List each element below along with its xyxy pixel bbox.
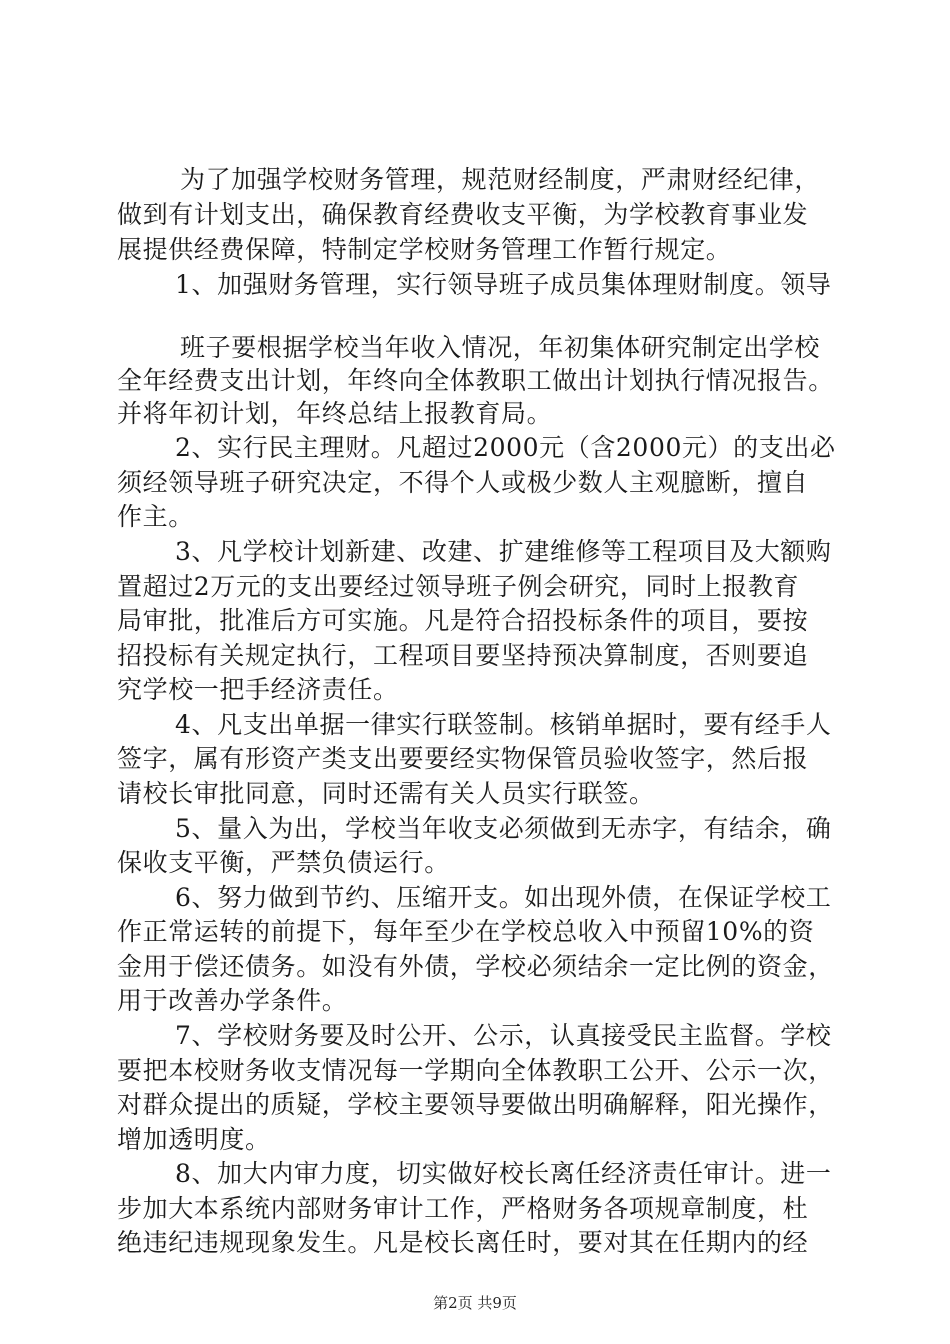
text-line-10: 作主。 (117, 502, 194, 531)
text-line-14: 招投标有关规定执行，工程项目要坚持预决算制度，否则要追 (117, 641, 809, 670)
text-line-15: 究学校一把手经济责任。 (117, 675, 399, 704)
text-line-31: 绝违纪违规现象发生。凡是校长离任时，要对其在任期内的经 (117, 1228, 809, 1257)
text-line-21: 6、努力做到节约、压缩开支。如出现外债，在保证学校工 (175, 883, 832, 912)
text-line-5: 班子要根据学校当年收入情况，年初集体研究制定出学校 (180, 333, 821, 362)
text-line-8: 2、实行民主理财。凡超过2000元（含2000元）的支出必 (175, 433, 836, 462)
text-line-18: 请校长审批同意，同时还需有关人员实行联签。 (117, 779, 655, 808)
text-line-24: 用于改善办学条件。 (117, 986, 348, 1015)
text-line-20: 保收支平衡，严禁负债运行。 (117, 848, 450, 877)
text-line-12: 置超过2万元的支出要经过领导班子例会研究，同时上报教育 (117, 572, 800, 601)
text-line-29: 8、加大内审力度，切实做好校长离任经济责任审计。进一 (175, 1159, 832, 1188)
text-line-3: 展提供经费保障，特制定学校财务管理工作暂行规定。 (117, 235, 732, 264)
text-line-23: 金用于偿还债务。如没有外债，学校必须结余一定比例的资金， (117, 952, 834, 981)
text-line-17: 签字，属有形资产类支出要要经实物保管员验收签字，然后报 (117, 744, 809, 773)
text-line-27: 对群众提出的质疑，学校主要领导要做出明确解释，阳光操作， (117, 1090, 834, 1119)
text-line-30: 步加大本系统内部财务审计工作，严格财务各项规章制度，杜 (117, 1194, 809, 1223)
text-line-19: 5、量入为出，学校当年收支必须做到无赤字，有结余，确 (175, 814, 832, 843)
text-line-9: 须经领导班子研究决定，不得个人或极少数人主观臆断，擅自 (117, 468, 809, 497)
text-line-4: 1、加强财务管理，实行领导班子成员集体理财制度。领导 (175, 270, 832, 299)
text-line-26: 要把本校财务收支情况每一学期向全体教职工公开、公示一次， (117, 1056, 834, 1085)
text-line-7: 并将年初计划，年终总结上报教育局。 (117, 399, 553, 428)
page-footer: 第2页 共9页 (433, 1294, 517, 1312)
text-line-28: 增加透明度。 (117, 1125, 271, 1154)
text-line-11: 3、凡学校计划新建、改建、扩建维修等工程项目及大额购 (175, 537, 832, 566)
text-line-1: 为了加强学校财务管理，规范财经制度，严肃财经纪律， (180, 165, 821, 194)
text-line-25: 7、学校财务要及时公开、公示，认真接受民主监督。学校 (175, 1021, 832, 1050)
text-line-16: 4、凡支出单据一律实行联签制。核销单据时，要有经手人 (175, 710, 832, 739)
text-line-2: 做到有计划支出，确保教育经费收支平衡，为学校教育事业发 (117, 200, 809, 229)
text-line-6: 全年经费支出计划，年终向全体教职工做出计划执行情况报告。 (117, 366, 834, 395)
text-line-13: 局审批，批准后方可实施。凡是符合招投标条件的项目，要按 (117, 606, 809, 635)
text-line-22: 作正常运转的前提下，每年至少在学校总收入中预留10%的资 (117, 917, 815, 946)
